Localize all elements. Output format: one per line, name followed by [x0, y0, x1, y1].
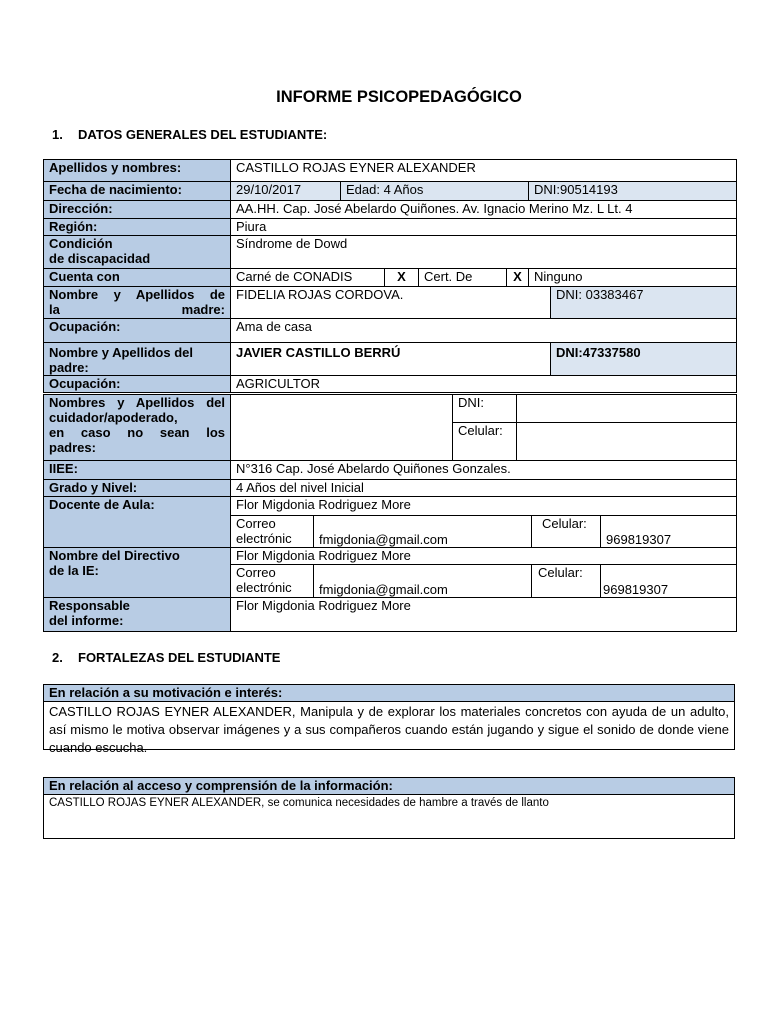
birth-date: 29/10/2017: [231, 182, 341, 201]
section-1-heading: [52, 127, 327, 142]
teacher-phone: 969819307: [601, 516, 737, 548]
mother-occupation-label: Ocupación:: [44, 319, 231, 343]
teacher-phone-label: Celular:: [532, 516, 601, 548]
caregiver-phone-label: Celular:: [453, 423, 517, 461]
director-phone-label: Celular:: [532, 565, 601, 598]
disability-label: Condición de discapacidad: [44, 236, 231, 269]
school-table: [43, 460, 737, 632]
strength-motivation-header: En relación a su motivación e interés:: [44, 685, 734, 702]
student-disability: Síndrome de Dowd: [231, 236, 737, 269]
father-occupation-label: Ocupación:: [44, 376, 231, 393]
teacher-name: Flor Migdonia Rodriguez More: [231, 497, 737, 516]
student-dni: DNI:90514193: [529, 182, 737, 201]
section-2-title: FORTALEZAS DEL ESTUDIANTE: [78, 650, 281, 665]
cert-option: Cert. De: [419, 269, 507, 287]
strength-motivation-text: CASTILLO ROJAS EYNER ALEXANDER, Manipula y de explorar los materiales concretos con ayuda de un adulto, así mismo le motiva observar imágenes y a sus compañeros cuando están jugando y sigue el sonido de donde viene cuando escucha.: [49, 704, 729, 755]
birth-label: Fecha de nacimiento:: [44, 182, 231, 201]
caregiver-dni-label: DNI:: [453, 395, 517, 423]
director-email-label: Correo electrónic: [231, 565, 314, 598]
mother-occupation: Ama de casa: [231, 319, 737, 343]
student-region: Piura: [231, 219, 737, 236]
section-1-number: 1.: [52, 127, 63, 142]
strength-access-header: En relación al acceso y comprensión de la información:: [44, 778, 734, 795]
student-age: Edad: 4 Años: [341, 182, 529, 201]
father-label: Nombre y Apellidos del padre:: [44, 343, 231, 376]
strength-access-text: CASTILLO ROJAS EYNER ALEXANDER, se comunica necesidades de hambre a través de llanto: [49, 797, 549, 809]
mother-dni: DNI: 03383467: [551, 287, 737, 319]
father-dni: DNI:47337580: [551, 343, 737, 376]
caregiver-table: [43, 394, 737, 461]
iiee-label: IIEE:: [44, 461, 231, 480]
caregiver-label: Nombres y Apellidos del cuidador/apoderado, en caso no sean los padres:: [44, 395, 231, 461]
has-label: Cuenta con: [44, 269, 231, 287]
school-name: N°316 Cap. José Abelardo Quiñones Gonzales.: [231, 461, 737, 480]
caregiver-dni-value: [517, 395, 737, 423]
grade-value: 4 Años del nivel Inicial: [231, 480, 737, 497]
address-label: Dirección:: [44, 201, 231, 219]
conadis-mark: X: [385, 269, 419, 287]
section-2-number: 2.: [52, 650, 63, 665]
mother-label: Nombre y Apellidos de la madre:: [44, 287, 231, 319]
teacher-email: fmigdonia@gmail.com: [314, 516, 532, 548]
director-phone: 969819307: [601, 565, 737, 598]
report-title: INFORME PSICOPEDAGÓGICO: [276, 88, 522, 106]
student-data-table: [43, 159, 737, 393]
section-2-heading: [52, 650, 280, 665]
conadis-option: Carné de CONADIS: [231, 269, 385, 287]
director-name: Flor Migdonia Rodriguez More: [231, 548, 737, 565]
region-label: Región:: [44, 219, 231, 236]
strength-access-box: [43, 777, 735, 839]
grade-label: Grado y Nivel:: [44, 480, 231, 497]
cert-mark: X: [507, 269, 529, 287]
student-names: CASTILLO ROJAS EYNER ALEXANDER: [231, 160, 737, 182]
caregiver-name-value: [231, 395, 453, 461]
teacher-email-label: Correo electrónic: [231, 516, 314, 548]
director-label: Nombre del Directivo de la IE:: [44, 548, 231, 598]
none-option: Ninguno: [529, 269, 737, 287]
section-1-title: DATOS GENERALES DEL ESTUDIANTE:: [78, 127, 328, 142]
responsible-label: Responsable del informe:: [44, 598, 231, 632]
mother-name: FIDELIA ROJAS CORDOVA.: [231, 287, 551, 319]
student-address: AA.HH. Cap. José Abelardo Quiñones. Av. Ignacio Merino Mz. L Lt. 4: [231, 201, 737, 219]
strength-motivation-box: [43, 684, 735, 755]
director-email: fmigdonia@gmail.com: [314, 565, 532, 598]
responsible-name: Flor Migdonia Rodriguez More: [231, 598, 737, 632]
caregiver-phone-value: [517, 423, 737, 461]
names-label: Apellidos y nombres:: [44, 160, 231, 182]
father-occupation: AGRICULTOR: [231, 376, 737, 393]
father-name: JAVIER CASTILLO BERRÚ: [231, 343, 551, 376]
teacher-label: Docente de Aula:: [44, 497, 231, 548]
